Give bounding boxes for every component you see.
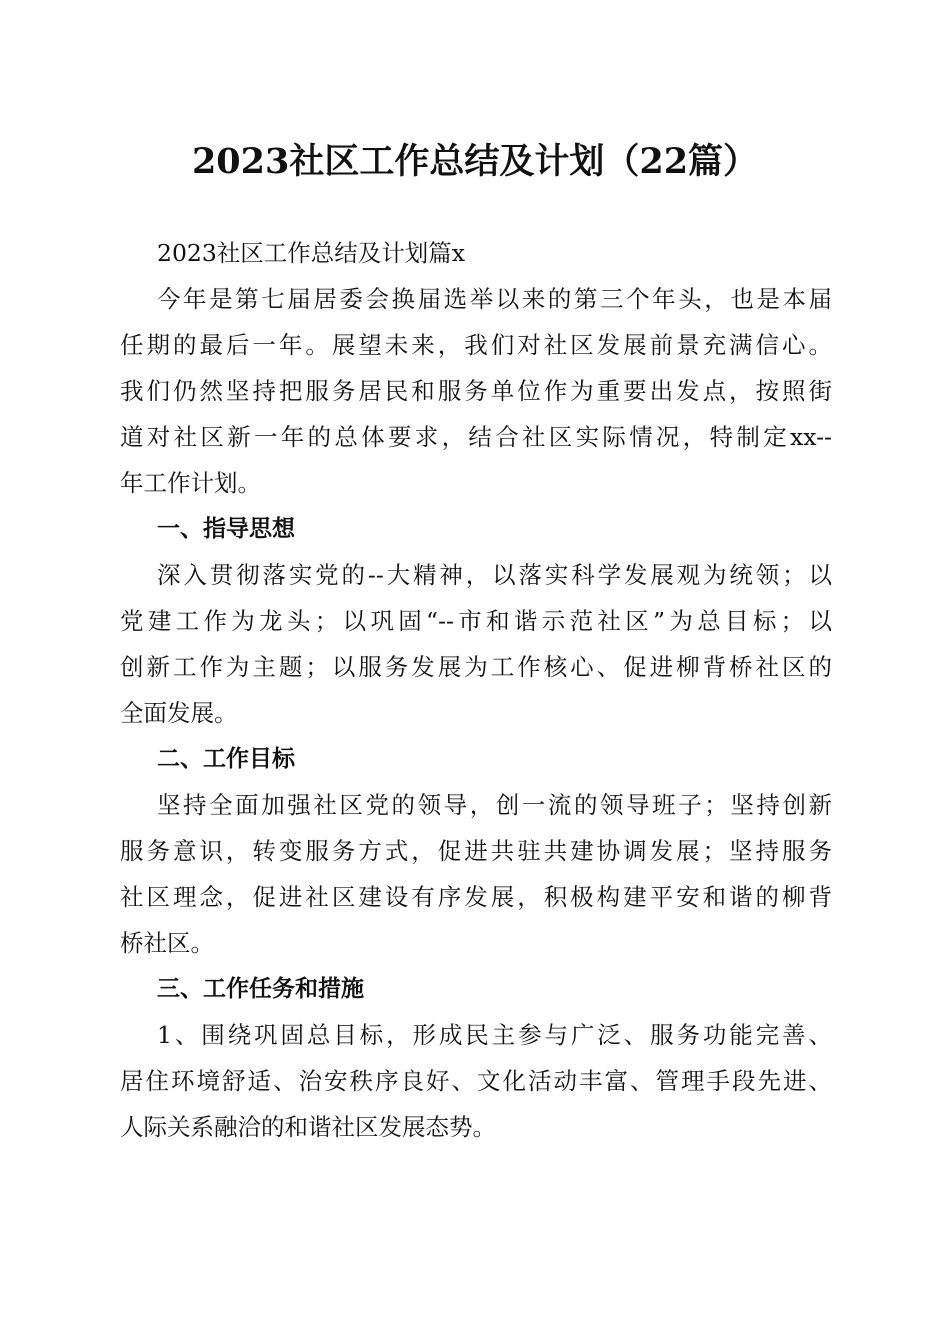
section-line: 创新工作为主题；以服务发展为工作核心、促进柳背桥社区的 [120,653,832,681]
intro-line: 我们仍然坚持把服务居民和服务单位作为重要出发点，按照街 [120,377,832,405]
section-line: 党建工作为龙头；以巩固“--市和谐示范社区”为总目标；以 [120,607,832,635]
section-line: 居住环境舒适、治安秩序良好、文化活动丰富、管理手段先进、 [120,1067,832,1095]
section-line: 坚持全面加强社区党的领导，创一流的领导班子；坚持创新 [157,791,832,819]
section-heading-tasks-measures: 三、工作任务和措施 [157,976,364,1002]
section-heading-work-goals: 二、工作目标 [157,746,295,772]
section-line: 社区理念，促进社区建设有序发展，积极构建平安和谐的柳背 [120,883,832,911]
intro-line: 任期的最后一年。展望未来，我们对社区发展前景充满信心。 [120,331,832,359]
document-body [120,230,832,1150]
section-line: 1、围绕巩固总目标，形成民主参与广泛、服务功能完善、 [157,1021,832,1049]
intro-line: 道对社区新一年的总体要求，结合社区实际情况，特制定xx-- [120,423,832,451]
section-line: 全面发展。 [120,699,238,727]
section-line: 桥社区。 [120,929,214,957]
document-subtitle: 2023社区工作总结及计划篇x [157,239,466,267]
intro-line: 今年是第七届居委会换届选举以来的第三个年头，也是本届 [157,285,832,313]
section-heading-guiding-thought: 一、指导思想 [157,516,295,542]
section-line: 深入贯彻落实党的--大精神，以落实科学发展观为统领；以 [157,561,832,589]
document-title: 2023社区工作总结及计划（22篇） [191,141,759,182]
section-line: 人际关系融洽的和谐社区发展态势。 [120,1113,496,1141]
intro-line: 年工作计划。 [120,469,261,497]
section-line: 服务意识，转变服务方式，促进共驻共建协调发展；坚持服务 [120,837,832,865]
